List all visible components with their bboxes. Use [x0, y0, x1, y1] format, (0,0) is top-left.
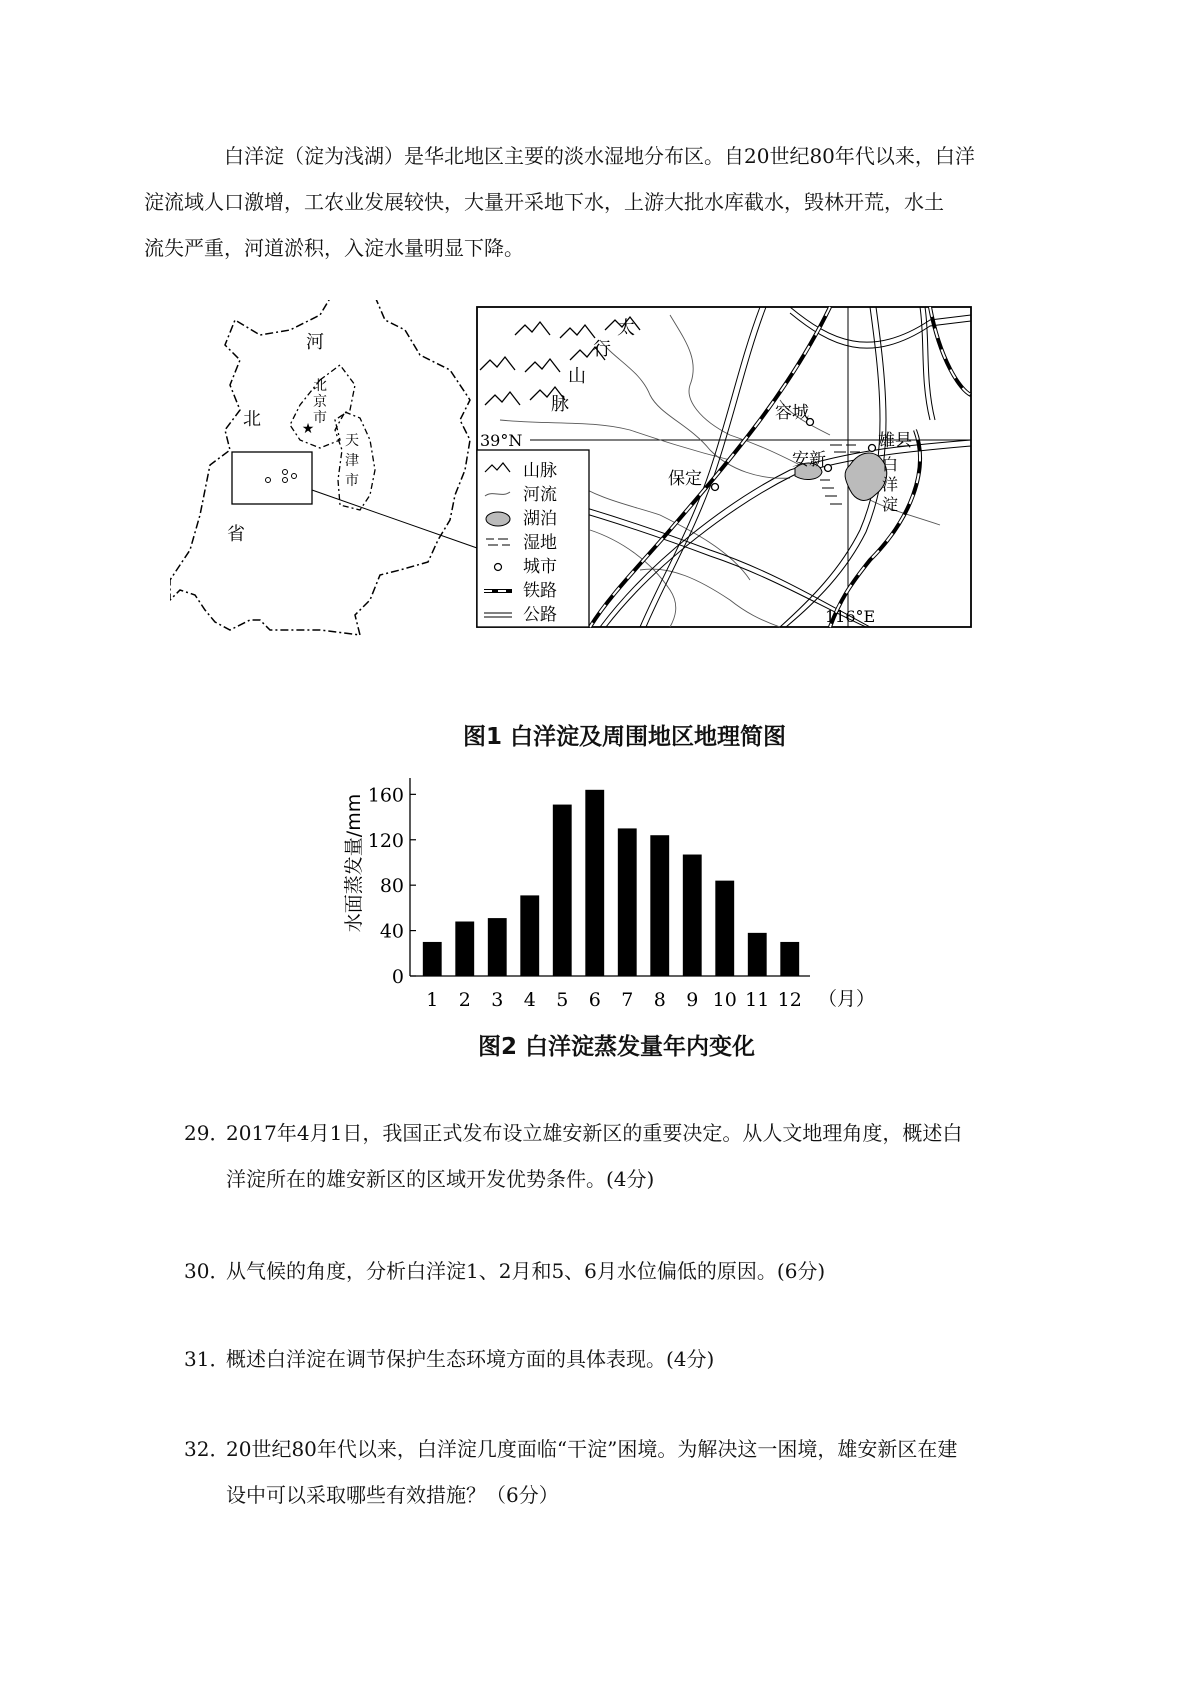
- chart-bar: [585, 790, 604, 976]
- chart-x-tick-label: 8: [653, 989, 666, 1011]
- figure-2-caption: 图2 白洋淀蒸发量年内变化: [478, 1034, 756, 1060]
- city-anxin-label: 安新: [792, 450, 826, 470]
- chart-x-tick-label: 7: [621, 989, 634, 1011]
- legend-road: 公路: [523, 605, 557, 625]
- chart-x-tick-label: 11: [745, 989, 770, 1011]
- chart-bar: [748, 933, 767, 976]
- question-31: [184, 1336, 1044, 1382]
- chart-x-tick-label: 4: [523, 989, 536, 1011]
- question-line-2: 设中可以采取哪些有效措施？（6分）: [226, 1483, 559, 1507]
- tianjin-char-3: 市: [345, 473, 359, 489]
- question-number: 32．: [184, 1437, 230, 1461]
- chart-y-tick-label: 120: [367, 829, 404, 852]
- chart-bar: [618, 828, 637, 976]
- chart-x-tick-label: 10: [712, 989, 737, 1011]
- chart-bar: [553, 805, 572, 976]
- city-xiongxian-marker: [869, 445, 876, 452]
- chart-x-tick-label: 6: [588, 989, 601, 1011]
- chart-bar: [488, 918, 507, 976]
- chart-bar: [455, 922, 474, 976]
- chart-y-tick-label: 80: [379, 875, 404, 898]
- question-line-1: 从气候的角度，分析白洋淀1、2月和5、6月水位偏低的原因。(6分): [226, 1259, 826, 1283]
- legend-city: 城市: [523, 557, 557, 577]
- legend-lake: 湖泊: [523, 509, 557, 529]
- chart-y-tick-label: 40: [379, 920, 404, 943]
- mountain-char-3: 山: [568, 366, 586, 387]
- question-line-2: 洋淀所在的雄安新区的区域开发优势条件。(4分): [226, 1167, 655, 1191]
- chart-x-tick-label: 1: [426, 989, 439, 1011]
- figure-2-chart: [340, 768, 900, 1043]
- chart-bar: [650, 835, 669, 976]
- tianjin-char-2: 津: [345, 453, 359, 469]
- question-number: 30．: [184, 1259, 230, 1283]
- city-baoding-label: 保定: [668, 469, 702, 489]
- legend-mountain: 山脉: [523, 461, 557, 481]
- legend-railway: 铁路: [523, 581, 557, 601]
- chart-x-tick-label: 5: [556, 989, 569, 1011]
- intro-line-1: 白洋淀（淀为浅湖）是华北地区主要的淡水湿地分布区。自20世纪80年代以来，白洋: [224, 144, 975, 168]
- mountain-char-4: 脉: [551, 394, 569, 415]
- question-number: 31．: [184, 1347, 230, 1371]
- hebei-char-2: 北: [243, 409, 261, 430]
- chart-bar: [520, 895, 539, 976]
- city-baoding-marker: [712, 484, 719, 491]
- chart-x-tick-label: 2: [458, 989, 471, 1011]
- legend-river: 河流: [523, 485, 557, 505]
- chart-bar: [715, 881, 734, 976]
- lake-char-1: 白: [882, 455, 899, 474]
- intro-line-2: 淀流域人口激增，工农业发展较快，大量开采地下水，上游大批水库截水，毁林开荒，水土: [144, 190, 944, 214]
- beijing-char-2: 京: [313, 394, 327, 410]
- hebei-char-3: 省: [227, 524, 245, 545]
- intro-line-3: 流失严重，河道淤积，入淀水量明显下降。: [144, 236, 524, 260]
- chart-x-unit: （月）: [818, 988, 876, 1010]
- chart-x-tick-label: 12: [777, 989, 802, 1011]
- evaporation-bar-chart: [340, 768, 900, 1043]
- hebei-char-1: 河: [306, 332, 324, 353]
- chart-x-tick-label: 3: [491, 989, 504, 1011]
- city-xiongxian-label: 雄县: [878, 431, 912, 451]
- inset-frame: [232, 452, 312, 504]
- figure-1-caption: 图1 白洋淀及周围地区地理简图: [463, 724, 787, 750]
- lake-char-3: 淀: [882, 495, 899, 514]
- tianjin-char-1: 天: [345, 433, 359, 449]
- question-number: 29．: [184, 1121, 230, 1145]
- lake-char-2: 洋: [882, 475, 899, 494]
- intro-paragraph: [144, 133, 1044, 271]
- longitude-label: 116°E: [825, 607, 876, 626]
- inset-connector: [312, 490, 477, 548]
- capital-star-icon: ★: [301, 421, 315, 437]
- mountain-char-1: 太: [617, 318, 635, 339]
- question-line-1: 20世纪80年代以来，白洋淀几度面临“干淀”困境。为解决这一困境，雄安新区在建: [226, 1437, 958, 1461]
- legend-wetland: 湿地: [523, 533, 557, 553]
- chart-y-axis-label: 水面蒸发量/mm: [343, 793, 365, 933]
- chart-bar: [423, 942, 442, 976]
- chart-y-tick-label: 160: [367, 784, 404, 807]
- chart-y-tick-label: 0: [391, 966, 404, 988]
- chart-bar: [780, 942, 799, 976]
- question-30: [184, 1248, 1044, 1294]
- beijing-char-3: 市: [313, 410, 327, 426]
- chart-bar: [683, 855, 702, 976]
- beijing-char-1: 北: [313, 378, 327, 394]
- chart-x-tick-label: 9: [686, 989, 699, 1011]
- latitude-label: 39°N: [480, 431, 523, 450]
- question-32: [184, 1426, 1044, 1518]
- question-line-1: 概述白洋淀在调节保护生态环境方面的具体表现。(4分): [226, 1347, 715, 1371]
- map-svg: [170, 300, 1070, 690]
- figure-1-map: [170, 300, 1070, 690]
- question-line-1: 2017年4月1日，我国正式发布设立雄安新区的重要决定。从人文地理角度，概述白: [226, 1121, 963, 1145]
- mountain-char-2: 行: [593, 339, 611, 360]
- question-29: [184, 1110, 1044, 1202]
- city-rongcheng-label: 容城: [775, 403, 809, 423]
